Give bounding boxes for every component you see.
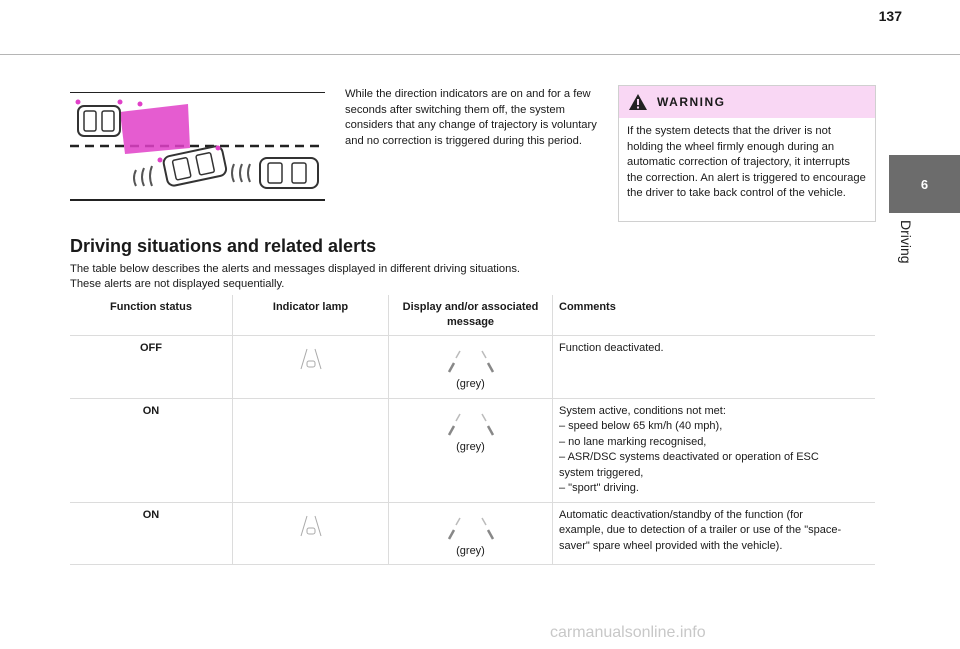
comment-line: System active, conditions not met: bbox=[559, 404, 726, 417]
table-row bbox=[70, 502, 875, 565]
display-caption: (grey) bbox=[456, 378, 485, 390]
watermark: carmanualsonline.info bbox=[550, 624, 706, 641]
row-indicator-lamp bbox=[233, 502, 389, 565]
comment-line: – "sport" driving. bbox=[559, 482, 639, 494]
chapter-number: 6 bbox=[920, 176, 929, 192]
table-row bbox=[70, 398, 875, 502]
row-display bbox=[389, 398, 553, 502]
warning-triangle-icon bbox=[623, 86, 653, 118]
car-top-left bbox=[78, 106, 120, 136]
lane-markings-display-icon bbox=[446, 516, 496, 542]
car-changing-lane bbox=[162, 145, 227, 187]
row-display bbox=[389, 502, 553, 565]
header-display-message bbox=[389, 295, 553, 336]
header-comments: Comments bbox=[559, 301, 616, 313]
lane-assist-lamp-icon bbox=[298, 514, 324, 538]
table-row bbox=[70, 336, 875, 399]
table-header-row bbox=[70, 295, 875, 336]
comment-line: – speed below 65 km/h (40 mph), bbox=[559, 420, 723, 432]
comment-line: saver" spare wheel provided with the vehicle). bbox=[559, 539, 783, 552]
lane-assist-lamp-icon bbox=[298, 347, 324, 371]
chapter-tab[interactable] bbox=[889, 155, 960, 213]
section-title: Driving situations and related alerts bbox=[70, 236, 377, 256]
row-indicator-lamp bbox=[233, 336, 389, 399]
chapter-label: Driving bbox=[898, 220, 914, 264]
alerts-table bbox=[70, 295, 875, 565]
comment-line: – no lane marking recognised, bbox=[559, 435, 707, 448]
row-indicator-lamp bbox=[233, 398, 389, 502]
section-description bbox=[70, 262, 670, 292]
header-indicator-lamp: Indicator lamp bbox=[233, 295, 389, 336]
page-number: 137 bbox=[878, 8, 902, 24]
header-display-line-2: message bbox=[446, 316, 495, 328]
lane-markings-display-icon bbox=[446, 349, 496, 375]
header-display-line-1: Display and/or associated bbox=[402, 301, 539, 313]
lane-markings-display-icon bbox=[446, 412, 496, 438]
warning-text: If the system detects that the driver is not holding the wheel firmly enough during an automatic correction of trajectory, it interrupts the correction. An alert is triggered to encourage the driver to take back control of the vehicle. bbox=[627, 125, 866, 199]
warning-title: WARNING bbox=[657, 95, 726, 109]
row-comments bbox=[553, 398, 876, 502]
header-divider bbox=[0, 54, 960, 55]
comment-line: Function deactivated. bbox=[559, 342, 664, 354]
comment-line: system triggered, bbox=[559, 466, 644, 479]
display-caption: (grey) bbox=[456, 544, 485, 557]
intro-paragraph: While the direction indicators are on and for a few seconds after switching them off, the system considers that any change of trajectory is voluntary and no correction is triggered during this period. bbox=[345, 88, 597, 147]
row-status: OFF bbox=[70, 336, 233, 399]
section-description-line-2: These alerts are not displayed sequentially. bbox=[70, 278, 285, 290]
row-comments bbox=[553, 502, 876, 565]
section-description-line-1: The table below describes the alerts and messages displayed in different driving situations. bbox=[70, 263, 521, 275]
lane-change-illustration bbox=[70, 92, 325, 202]
header-function-status: Function status bbox=[70, 295, 233, 336]
row-comments bbox=[553, 336, 876, 399]
comment-line: – ASR/DSC systems deactivated or operation of ESC bbox=[559, 451, 819, 463]
car-right-lane bbox=[260, 158, 318, 188]
warning-box bbox=[618, 85, 876, 222]
display-caption: (grey) bbox=[456, 440, 485, 453]
comment-line: Automatic deactivation/standby of the function (for bbox=[559, 508, 803, 521]
comment-line: example, due to detection of a trailer or use of the "space- bbox=[559, 524, 842, 536]
row-status: ON bbox=[70, 398, 233, 502]
row-status: ON bbox=[70, 502, 233, 565]
warning-header bbox=[619, 86, 875, 118]
row-display bbox=[389, 336, 553, 399]
